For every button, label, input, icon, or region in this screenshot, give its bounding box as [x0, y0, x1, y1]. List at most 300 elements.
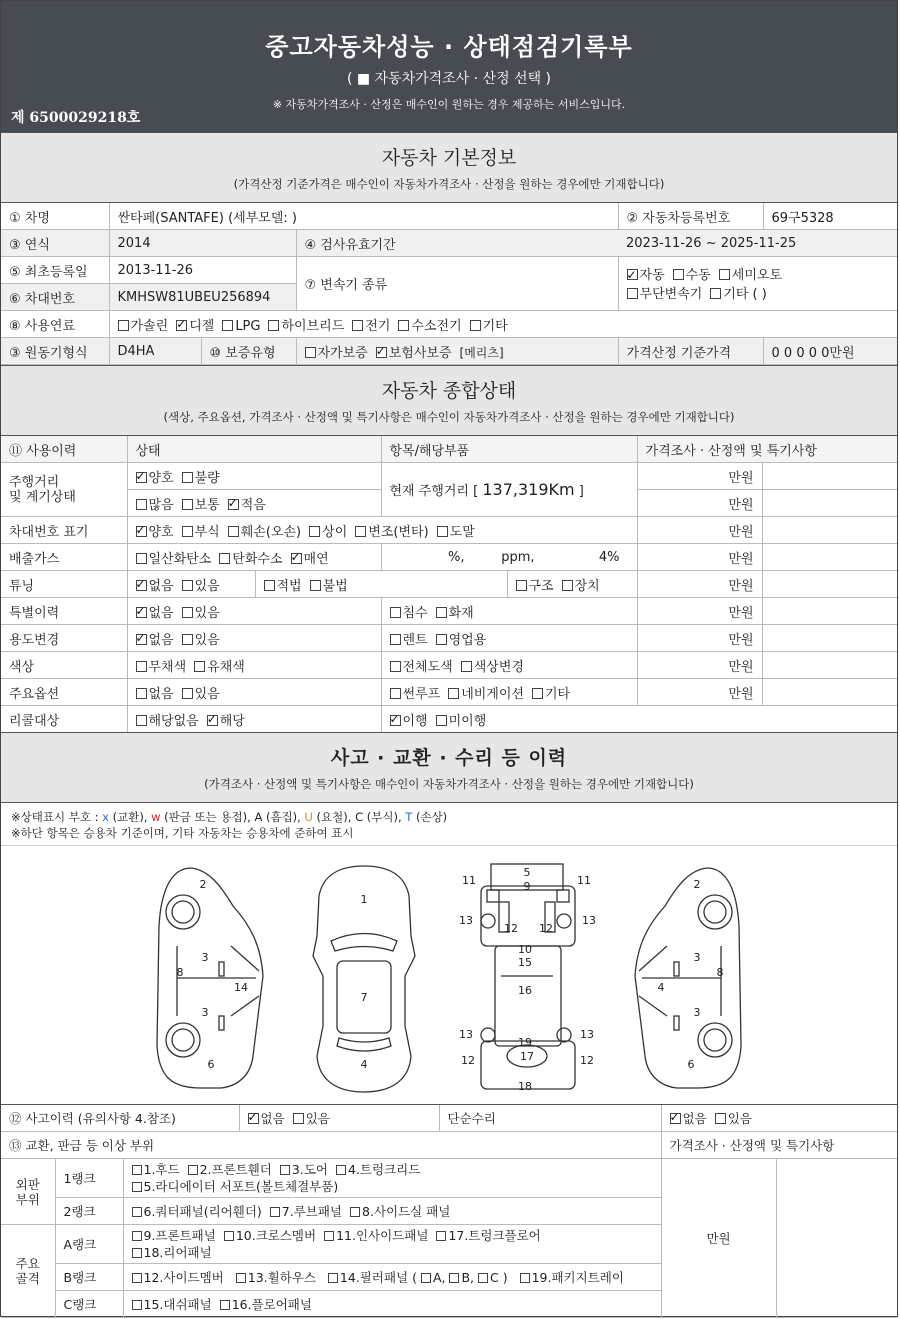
rankB-items: [123, 1264, 661, 1291]
checkbox-option[interactable]: [336, 1162, 420, 1177]
checkbox-option[interactable]: [461, 660, 524, 675]
right-side-view: [635, 868, 741, 1088]
checkbox-label: 17.트렁크플로어: [448, 1228, 541, 1243]
checkbox-option[interactable]: [182, 633, 220, 648]
checkbox-option[interactable]: [516, 579, 554, 594]
checkbox-option[interactable]: [207, 714, 245, 729]
checkbox[interactable]: [715, 1113, 726, 1124]
checkbox-label: 기타: [482, 318, 508, 334]
emission-percent: %,: [448, 549, 465, 565]
engine-label: ③ 원동기형식: [1, 338, 109, 365]
legend-note: ※하단 항목은 승용차 기준이며, 기타 자동차는 승용차에 준하여 표시: [11, 826, 354, 840]
part-number-label: 18: [518, 1080, 532, 1093]
checkbox-option[interactable]: [219, 552, 282, 567]
checkbox[interactable]: [293, 1113, 304, 1124]
checkbox[interactable]: [436, 607, 447, 618]
checkbox-option[interactable]: [532, 687, 570, 702]
accident-history-header: [1, 733, 897, 803]
part-number-label: 6: [207, 1058, 215, 1071]
vin-marking-notes: [762, 517, 897, 544]
checkbox[interactable]: [390, 661, 401, 672]
checkbox-option[interactable]: [305, 346, 368, 361]
checkbox-option[interactable]: [673, 268, 711, 283]
checkbox-checked[interactable]: [207, 715, 218, 726]
checkbox-label: 가솔린: [130, 318, 169, 334]
checkbox-label: 없음: [260, 1111, 285, 1126]
checkbox[interactable]: [390, 607, 401, 618]
checkbox-option[interactable]: [132, 1297, 212, 1312]
part-number-label: 2: [199, 878, 207, 891]
price-notes-header: 가격조사 · 산정액 및 특기사항: [637, 436, 897, 463]
emission-label: 배출가스: [1, 544, 127, 571]
checkbox-option[interactable]: [248, 1111, 285, 1126]
checkbox-checked[interactable]: [291, 553, 302, 564]
checkbox-label: 있음: [194, 578, 220, 594]
checkbox-option[interactable]: [132, 1204, 262, 1219]
checkbox-label: 기타 ( ): [723, 286, 767, 302]
rankB-item2-checkbox[interactable]: [236, 1273, 246, 1283]
checkbox[interactable]: [188, 1165, 198, 1175]
checkbox-option[interactable]: [390, 660, 453, 675]
checkbox[interactable]: [280, 1165, 290, 1175]
checkbox-label: 양호: [148, 524, 174, 540]
checkbox-option[interactable]: [719, 268, 782, 283]
checkbox-option[interactable]: [436, 1228, 540, 1243]
special-history-options: [127, 598, 381, 625]
checkbox-option[interactable]: [291, 552, 329, 567]
checkbox-label: 있음: [305, 1111, 330, 1126]
checkbox-label: 6.쿼터패널(리어휀더): [143, 1204, 262, 1219]
checkbox-label: 수소전기: [411, 318, 462, 334]
checkbox[interactable]: [132, 1182, 142, 1192]
rankB-item3-label: 14.필러패널 (: [339, 1270, 417, 1285]
checkbox-checked[interactable]: [627, 269, 638, 280]
checkbox-option[interactable]: [627, 287, 703, 302]
tuning-options: [127, 571, 255, 598]
checkbox[interactable]: [132, 1207, 142, 1217]
price-basis-number: 0 0 0 0 0: [771, 345, 830, 361]
checkbox[interactable]: [182, 607, 193, 618]
part-number-label: 4: [360, 1058, 368, 1071]
part-number-label: 5: [523, 866, 531, 879]
checkbox-checked[interactable]: [376, 347, 387, 358]
accident-history-note: (가격조사 · 산정액 및 특기사항은 매수인이 자동차가격조사 · 산정을 원하는 경우에만 기재합니다): [204, 777, 694, 791]
checkbox-option[interactable]: [293, 1111, 330, 1126]
checkbox-label: 매연: [303, 551, 329, 567]
checkbox[interactable]: [182, 499, 193, 510]
rankC-items: [123, 1291, 661, 1318]
document-number: 제 6500029218호: [11, 110, 141, 126]
checkbox-option[interactable]: [136, 471, 174, 486]
checkbox-option[interactable]: [182, 471, 220, 486]
checkbox-option[interactable]: [228, 498, 266, 513]
checkbox-option[interactable]: [222, 319, 260, 334]
checkbox[interactable]: [132, 1165, 142, 1175]
checkbox-option[interactable]: [182, 579, 220, 594]
price-basis-unit: 만원: [829, 345, 855, 361]
rank1-items: [123, 1159, 661, 1198]
checkbox-option[interactable]: [352, 319, 390, 334]
checkbox-label: 디젤: [189, 318, 215, 334]
checkbox-option[interactable]: [390, 633, 428, 648]
checkbox[interactable]: [627, 288, 638, 299]
transmission-options: [618, 257, 897, 311]
checkbox-option[interactable]: [390, 606, 428, 621]
rankA-items-row2: [132, 1244, 653, 1261]
rank1-items-row1: [132, 1161, 653, 1178]
mileage-amount-price-unit: 만원: [637, 490, 762, 517]
checkbox-option[interactable]: [136, 714, 199, 729]
checkbox[interactable]: [136, 661, 147, 672]
checkbox-option[interactable]: [562, 579, 600, 594]
part-number-label: 15: [518, 956, 532, 969]
parts-price-unit: 만원: [661, 1159, 776, 1318]
first-reg-label: ⑤ 최초등록일: [1, 257, 109, 284]
checkbox-option[interactable]: [220, 1297, 312, 1312]
checkbox-label: 양호: [148, 470, 174, 486]
main-options-price-unit: 만원: [637, 679, 762, 706]
checkbox-label: 부식: [194, 524, 220, 540]
checkbox-option[interactable]: [270, 1204, 342, 1219]
checkbox[interactable]: [470, 320, 481, 331]
abnormal-parts-label: ⑬ 교환, 판금 등 이상 부위: [1, 1132, 661, 1159]
checkbox-option[interactable]: [136, 525, 174, 540]
checkbox-option[interactable]: [136, 633, 174, 648]
part-number-label: 12: [580, 1054, 594, 1067]
price-basis-label: 가격산정 기준가격: [618, 338, 763, 365]
basic-info-header: [1, 132, 897, 203]
part-number-label: 13: [580, 1028, 594, 1041]
use-change-options: [127, 625, 381, 652]
checkbox[interactable]: [532, 688, 543, 699]
checkbox[interactable]: [136, 553, 147, 564]
checkbox-option[interactable]: [132, 1228, 216, 1243]
emission-values: [381, 544, 637, 571]
checkbox-option[interactable]: [182, 498, 220, 513]
checkbox[interactable]: [182, 472, 193, 483]
rank2-items: [123, 1198, 661, 1225]
checkbox-option[interactable]: [136, 687, 174, 702]
checkbox-label: 15.대쉬패널: [143, 1297, 212, 1312]
checkbox-label: 없음: [682, 1111, 707, 1126]
checkbox-option[interactable]: [182, 606, 220, 621]
checkbox-option[interactable]: [194, 660, 245, 675]
engine-value: D4HA: [109, 338, 201, 365]
checkbox-checked[interactable]: [670, 1113, 681, 1124]
part-number-label: 12: [539, 922, 553, 935]
pillar-b-checkbox[interactable]: [449, 1273, 459, 1283]
rankB-item3-checkbox[interactable]: [328, 1273, 338, 1283]
checkbox-label: 세미오토: [731, 267, 782, 283]
recall-label: 리콜대상: [1, 706, 127, 733]
checkbox-checked[interactable]: [390, 715, 401, 726]
checkbox-option[interactable]: [436, 633, 487, 648]
checkbox[interactable]: [719, 269, 730, 280]
pillar-a-checkbox[interactable]: [421, 1273, 431, 1283]
pillar-c-checkbox[interactable]: [478, 1273, 488, 1283]
checkbox-option[interactable]: [309, 525, 347, 540]
use-change-items: [381, 625, 637, 652]
special-history-label: 특별이력: [1, 598, 127, 625]
recall-completion-options: [381, 706, 897, 733]
checkbox[interactable]: [132, 1248, 142, 1258]
document-header: [1, 1, 897, 132]
checkbox-label: 4.트렁크리드: [347, 1162, 421, 1177]
checkbox-option[interactable]: [376, 346, 452, 361]
basic-info-table: [1, 203, 897, 365]
mileage-price-unit: 만원: [637, 463, 762, 490]
checkbox[interactable]: [270, 1207, 280, 1217]
checkbox[interactable]: [268, 320, 279, 331]
year-label: ③ 연식: [1, 230, 109, 257]
main-options-label: 주요옵션: [1, 679, 127, 706]
car-parts-diagram: [1, 846, 897, 1105]
part-number-label: 7: [360, 991, 368, 1004]
part-number-label: 10: [518, 943, 532, 956]
fuel-label: ⑧ 사용연료: [1, 311, 109, 338]
checkbox-option[interactable]: [390, 687, 441, 702]
color-label: 색상: [1, 652, 127, 679]
checkbox-option[interactable]: [132, 1162, 180, 1177]
checkbox-checked[interactable]: [136, 472, 147, 483]
checkbox[interactable]: [516, 580, 527, 591]
pillar-a-label: A,: [432, 1270, 446, 1285]
rankB-item4-checkbox[interactable]: [520, 1273, 530, 1283]
checkbox[interactable]: [562, 580, 573, 591]
checkbox-checked[interactable]: [136, 580, 147, 591]
checkbox-checked[interactable]: [136, 526, 147, 537]
emission-notes: [762, 544, 897, 571]
checkbox-label: 불법: [322, 578, 348, 594]
checkbox[interactable]: [448, 688, 459, 699]
checkbox[interactable]: [305, 347, 316, 358]
checkbox[interactable]: [132, 1231, 142, 1241]
checkbox[interactable]: [309, 526, 320, 537]
valid-period-value: 2023-11-26 ~ 2025-11-25: [618, 230, 897, 257]
checkbox-checked[interactable]: [248, 1113, 259, 1124]
checkbox-option[interactable]: [182, 687, 220, 702]
checkbox-option[interactable]: [176, 319, 214, 334]
checkbox-option[interactable]: [398, 319, 461, 334]
checkbox-checked[interactable]: [136, 634, 147, 645]
checkbox[interactable]: [194, 661, 205, 672]
use-change-price-unit: 만원: [637, 625, 762, 652]
usage-history-header: ⑪ 사용이력: [1, 436, 127, 463]
checkbox-label: 화재: [448, 605, 474, 621]
checkbox[interactable]: [390, 634, 401, 645]
checkbox[interactable]: [436, 715, 447, 726]
checkbox-option[interactable]: [310, 579, 348, 594]
checkbox[interactable]: [219, 553, 230, 564]
outer-panel-label: 외판 부위: [1, 1159, 55, 1225]
checkbox-option[interactable]: [390, 714, 428, 729]
checkbox-label: 구조: [528, 578, 554, 594]
checkbox[interactable]: [118, 320, 129, 331]
checkbox-option[interactable]: [448, 687, 524, 702]
tuning-price-unit: 만원: [637, 571, 762, 598]
special-history-items: [381, 598, 637, 625]
checkbox-label: 전체도색: [402, 659, 453, 675]
checkbox-option[interactable]: [182, 525, 220, 540]
checkbox-option[interactable]: [280, 1162, 328, 1177]
checkbox[interactable]: [352, 320, 363, 331]
checkbox[interactable]: [220, 1300, 230, 1310]
checkbox-option[interactable]: [264, 579, 302, 594]
simple-repair-label: 단순수리: [439, 1105, 661, 1132]
part-number-label: 11: [462, 874, 476, 887]
current-mileage-label: 현재 주행거리 [: [389, 484, 479, 499]
part-number-label: 12: [461, 1054, 475, 1067]
part-number-label: 8: [716, 966, 724, 979]
checkbox[interactable]: [132, 1300, 142, 1310]
checkbox-checked[interactable]: [136, 607, 147, 618]
checkbox-label: 없음: [148, 632, 174, 648]
checkbox[interactable]: [436, 634, 447, 645]
part-number-label: 16: [518, 984, 532, 997]
checkbox-checked[interactable]: [228, 499, 239, 510]
checkbox[interactable]: [437, 526, 448, 537]
checkbox-option[interactable]: [136, 660, 187, 675]
special-history-price-unit: 만원: [637, 598, 762, 625]
checkbox-option[interactable]: [136, 579, 174, 594]
checkbox[interactable]: [350, 1207, 360, 1217]
checkbox-option[interactable]: [224, 1228, 316, 1243]
checkbox-option[interactable]: [228, 525, 301, 540]
checkbox[interactable]: [182, 634, 193, 645]
checkbox-option[interactable]: [436, 606, 474, 621]
car-name-value: 싼타페(SANTAFE) (세부모델: ): [109, 203, 618, 230]
checkbox-option[interactable]: [350, 1204, 450, 1219]
status-legend: [1, 803, 897, 846]
basic-info-title: 자동차 기본정보: [381, 147, 517, 169]
checkbox[interactable]: [264, 580, 275, 591]
reg-number-label: ② 자동차등록번호: [618, 203, 763, 230]
checkbox-label: 장치: [574, 578, 600, 594]
checkbox-label: 도말: [449, 524, 475, 540]
checkbox-option[interactable]: [710, 287, 767, 302]
car-name-label: ① 차명: [1, 203, 109, 230]
checkbox[interactable]: [355, 526, 366, 537]
service-note: ※ 자동차가격조사 · 산정은 매수인이 원하는 경우 제공하는 서비스입니다.: [272, 98, 626, 111]
checkbox-label: 이행: [402, 713, 428, 729]
checkbox-option[interactable]: [136, 606, 174, 621]
checkbox-option[interactable]: [715, 1111, 752, 1126]
checkbox-option[interactable]: [470, 319, 508, 334]
checkbox-label: 없음: [148, 686, 174, 702]
checkbox-label: 11.인사이드패널: [336, 1228, 429, 1243]
checkbox-option[interactable]: [627, 268, 665, 283]
checkbox-label: 미이행: [448, 713, 487, 729]
checkbox-label: 해당: [219, 713, 245, 729]
rankB-item4-label: 19.패키지트레이: [531, 1270, 624, 1285]
checkbox-label: 썬루프: [402, 686, 441, 702]
checkbox-label: 10.크로스멤버: [235, 1228, 317, 1243]
checkbox-label: 3.도어: [291, 1162, 328, 1177]
rank1-label: 1랭크: [55, 1159, 123, 1198]
checkbox-option[interactable]: [132, 1245, 212, 1260]
part-number-label: 12: [504, 922, 518, 935]
checkbox[interactable]: [710, 288, 721, 299]
accident-history-label: ⑫ 사고이력 (유의사항 4.참조): [1, 1105, 239, 1132]
part-number-label: 3: [201, 951, 209, 964]
checkbox-option[interactable]: [670, 1111, 707, 1126]
checkbox[interactable]: [182, 580, 193, 591]
checkbox-label: 5.라디에이터 서포트(볼트체결부품): [143, 1179, 339, 1194]
checkbox[interactable]: [673, 269, 684, 280]
checkbox[interactable]: [461, 661, 472, 672]
part-number-label: 13: [459, 914, 473, 927]
use-change-notes: [762, 625, 897, 652]
color-items: [381, 652, 637, 679]
checkbox-option[interactable]: [136, 498, 174, 513]
checkbox[interactable]: [224, 1231, 234, 1241]
checkbox[interactable]: [136, 715, 147, 726]
checkbox[interactable]: [136, 688, 147, 699]
warranty-insurer: [메리츠]: [459, 345, 504, 360]
gauge-state-options: [127, 463, 381, 490]
checkbox-option[interactable]: [355, 525, 428, 540]
mileage-amount-options: [127, 490, 381, 517]
checkbox-label: 적법: [276, 578, 302, 594]
checkbox-option[interactable]: [136, 552, 212, 567]
transmission-label: ⑦ 변속기 종류: [296, 257, 618, 311]
checkbox[interactable]: [182, 688, 193, 699]
year-value: 2014: [109, 230, 296, 257]
checkbox-option[interactable]: [188, 1162, 272, 1177]
checkbox-label: 일산화탄소: [148, 551, 212, 567]
checkbox-label: 16.플로어패널: [231, 1297, 312, 1312]
item-header: 항목/해당부품: [381, 436, 637, 463]
checkbox[interactable]: [136, 499, 147, 510]
checkbox[interactable]: [398, 320, 409, 331]
checkbox-label: 보험사보증: [388, 345, 452, 361]
checkbox-label: LPG: [235, 318, 261, 334]
checkbox-label: 탄화수소: [232, 551, 283, 567]
warranty-checkboxes: [305, 346, 460, 361]
checkbox[interactable]: [324, 1231, 334, 1241]
checkbox[interactable]: [228, 526, 239, 537]
checkbox-label: 9.프론트패널: [143, 1228, 216, 1243]
checkbox-option[interactable]: [268, 319, 344, 334]
overall-status-note: (색상, 주요옵션, 가격조사 · 산정액 및 특기사항은 매수인이 자동차가격조사 · 산정을 원하는 경우에만 기재합니다): [163, 410, 735, 424]
checkbox-checked[interactable]: [176, 320, 187, 331]
vin-label: ⑥ 차대번호: [1, 284, 109, 311]
checkbox-option[interactable]: [132, 1179, 339, 1194]
rankB-item1-label: 12.사이드멤버: [143, 1270, 224, 1285]
warranty-options: [296, 338, 618, 365]
emission-price-unit: 만원: [637, 544, 762, 571]
checkbox[interactable]: [222, 320, 233, 331]
part-number-label: 13: [459, 1028, 473, 1041]
checkbox[interactable]: [182, 526, 193, 537]
status-symbol-legend: ※상태표시 부호 : x (교환), w (판금 또는 용접), A (흠집), U (요철), C (부식), T (손상): [11, 810, 448, 824]
checkbox[interactable]: [390, 688, 401, 699]
checkbox[interactable]: [336, 1165, 346, 1175]
checkbox-option[interactable]: [436, 714, 487, 729]
checkbox-option[interactable]: [118, 319, 169, 334]
tuning-label: 튜닝: [1, 571, 127, 598]
current-mileage-bracket: ]: [578, 484, 584, 499]
checkbox-option[interactable]: [324, 1228, 428, 1243]
checkbox-label: 없음: [148, 605, 174, 621]
emission-ppm: ppm,: [501, 549, 535, 565]
checkbox-option[interactable]: [437, 525, 475, 540]
rankB-item1-checkbox[interactable]: [132, 1273, 142, 1283]
basic-info-note: (가격산정 기준가격은 매수인이 자동차가격조사 · 산정을 원하는 경우에만 기재합니다): [233, 177, 665, 191]
checkbox[interactable]: [436, 1231, 446, 1241]
checkbox-label: 있음: [194, 605, 220, 621]
checkbox[interactable]: [310, 580, 321, 591]
